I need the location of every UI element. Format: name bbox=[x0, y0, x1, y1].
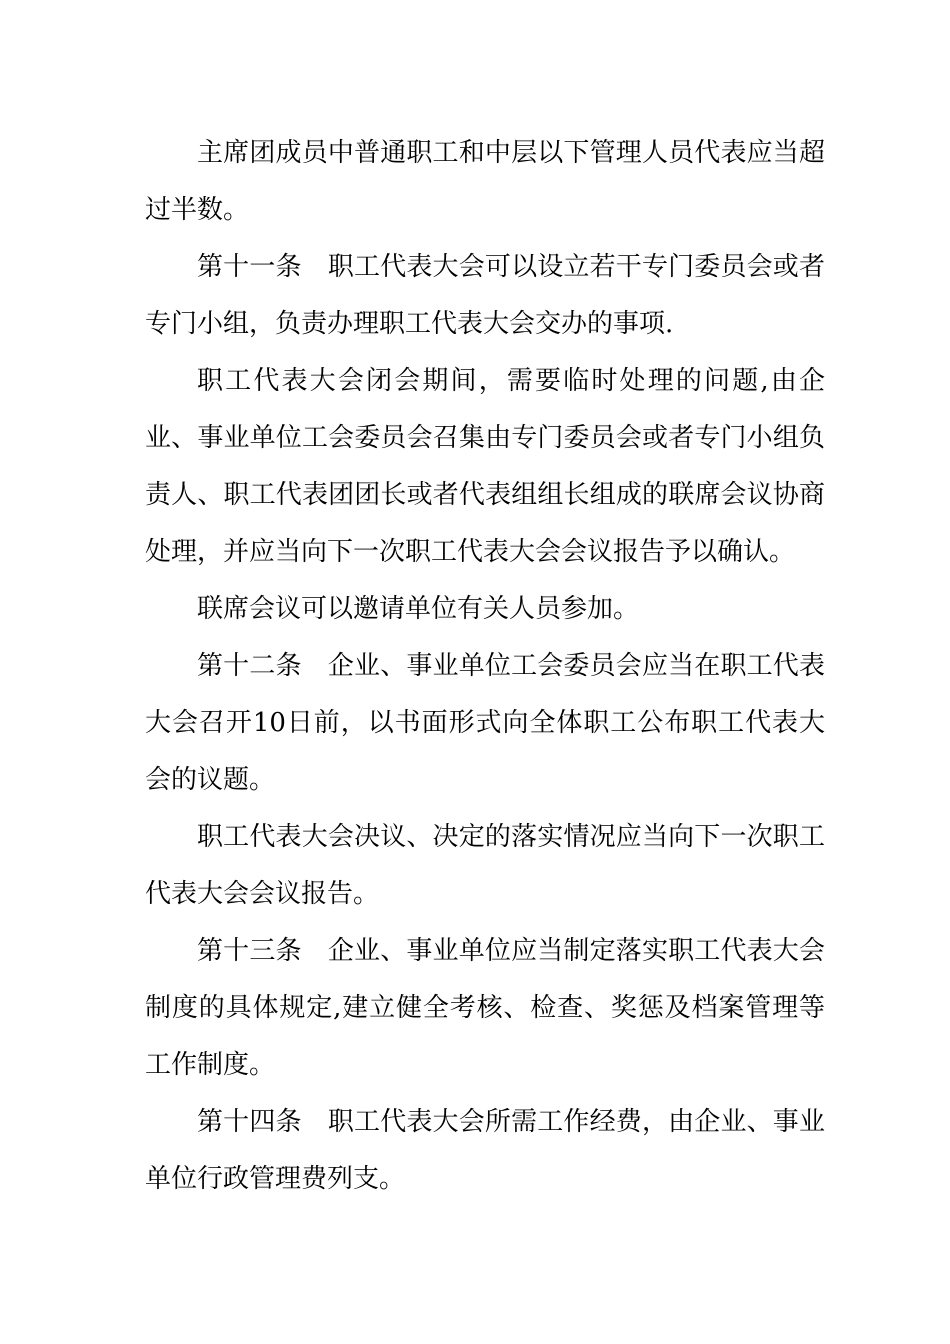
paragraph-resolution-report: 职工代表大会决议、决定的落实情况应当向下一次职工代表大会会议报告。 bbox=[145, 822, 825, 909]
paragraph-joint-meeting-invite: 联席会议可以邀请单位有关人员参加。 bbox=[197, 594, 640, 624]
document-body bbox=[145, 125, 825, 1208]
paragraph-presidium-members: 主席团成员中普通职工和中层以下管理人员代表应当超过半数。 bbox=[145, 138, 825, 225]
paragraph-recess-handling: 职工代表大会闭会期间，需要临时处理的问题,由企业、事业单位工会委员会召集由专门委员会或者专门小组负责人、职工代表团团长或者代表组组长组成的联席会议协商处理，并应当向下一次职工代表大会会议报告予以确认。 bbox=[145, 366, 825, 567]
paragraph-article-14: 第十四条 职工代表大会所需工作经费，由企业、事业单位行政管理费列支。 bbox=[145, 1107, 825, 1194]
paragraph-article-11: 第十一条 职工代表大会可以设立若干专门委员会或者专门小组，负责办理职工代表大会交办的事项. bbox=[145, 252, 825, 339]
paragraph-article-13: 第十三条 企业、事业单位应当制定落实职工代表大会制度的具体规定,建立健全考核、检查、奖惩及档案管理等工作制度。 bbox=[145, 936, 825, 1080]
paragraph-article-12: 第十二条 企业、事业单位工会委员会应当在职工代表大会召开10日前，以书面形式向全体职工公布职工代表大会的议题。 bbox=[145, 651, 825, 795]
